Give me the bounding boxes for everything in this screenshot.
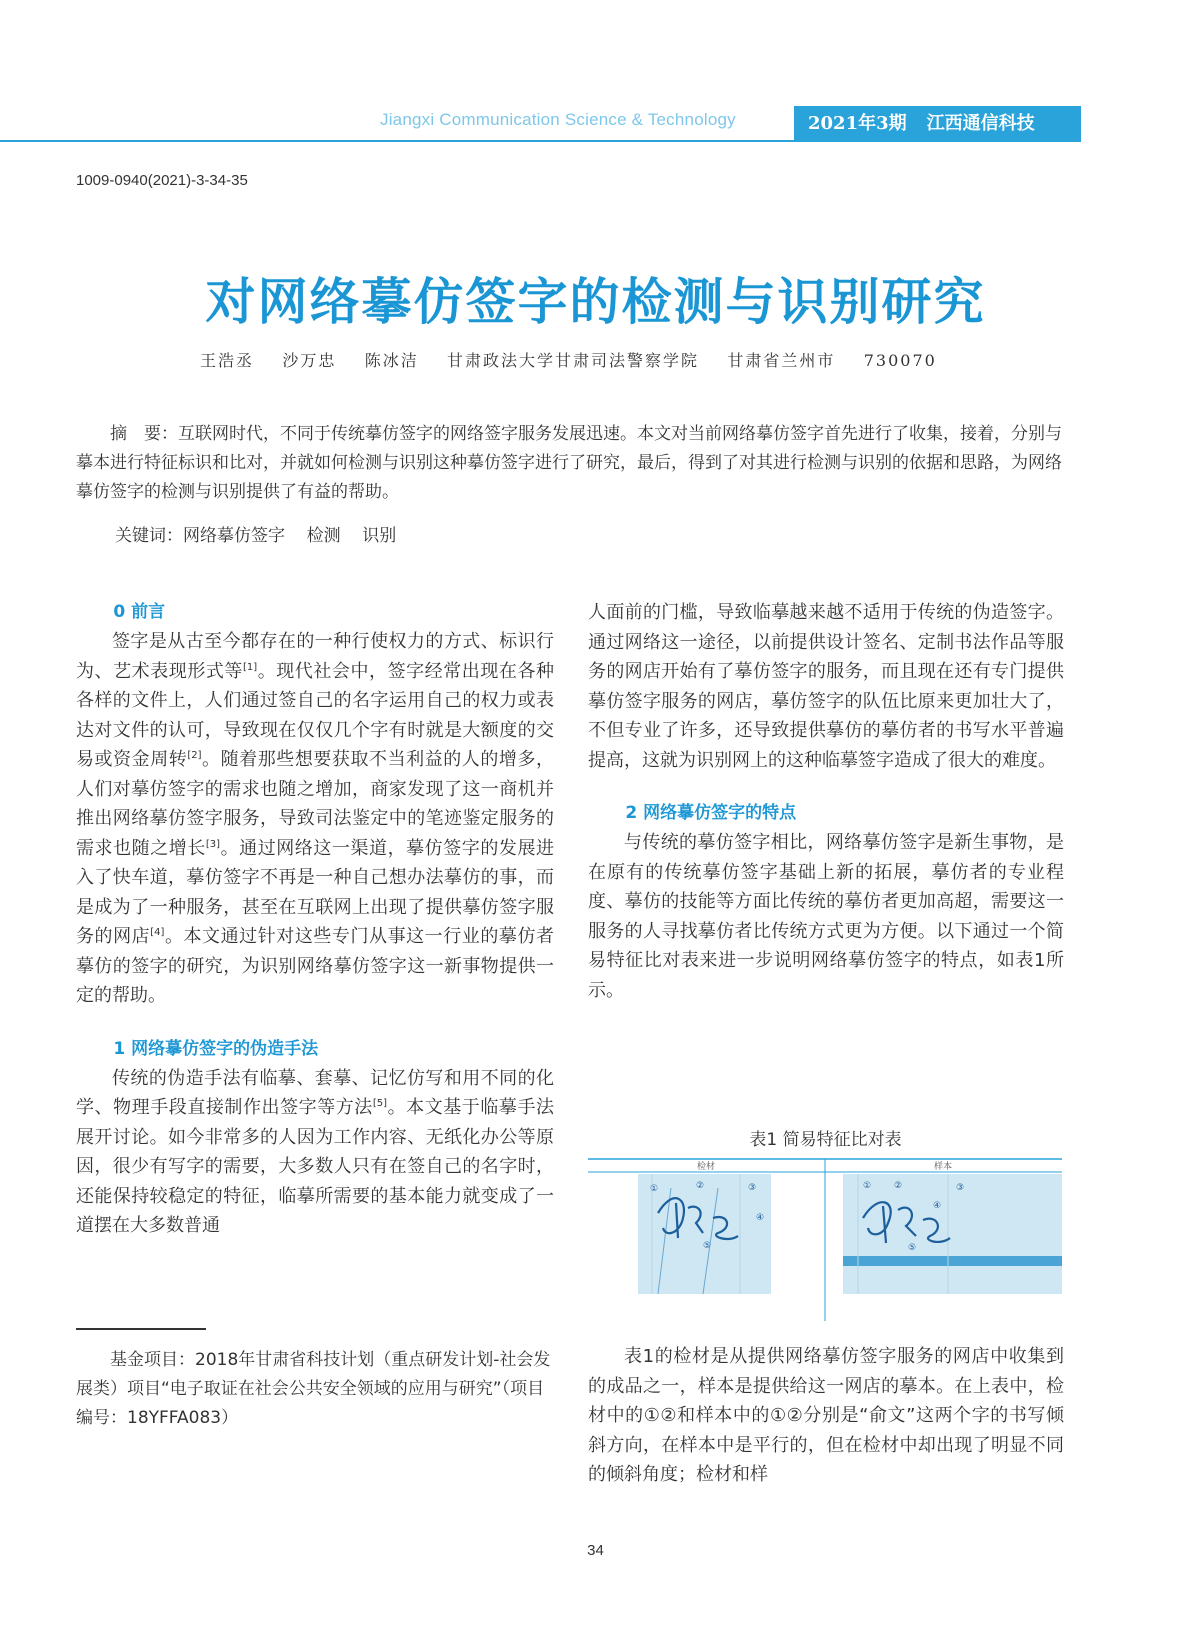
paragraph-features: 与传统的摹仿签字相比，网络摹仿签字是新生事物，是在原有的传统摹仿签字基础上新的拓展，摹仿者的专业程度、摹仿的技能等方面比传统的摹仿者更加高超，需要这一服务的人寻找摹仿者比传统方式更为方便。以下通过一个简易特征比对表来进一步说明网络摹仿签字的特点，如表1所示。	[588, 832, 1064, 1001]
author-line: 王浩丞 沙万忠 陈冰洁 甘肃政法大学甘肃司法警察学院 甘肃省兰州市 730070	[200, 351, 937, 370]
journal-header-box	[794, 106, 1081, 142]
section-heading-1: 1 网络摹仿签字的伪造手法	[113, 1038, 319, 1059]
keywords: 关键词：网络摹仿签字 检测 识别	[115, 526, 397, 546]
sample-mark-1: ①	[863, 1181, 872, 1191]
citation-1: [1]	[242, 661, 258, 673]
section-heading-2: 2 网络摹仿签字的特点	[625, 803, 797, 823]
questioned-mark-2: ②	[696, 1181, 705, 1191]
questioned-mark-5: ⑤	[703, 1241, 712, 1251]
questioned-mark-1: ①	[650, 1184, 659, 1194]
paragraph-table-explanation: 表1的检材是从提供网络摹仿签字服务的网店中收集到的成品之一，样本是提供给这一网店的摹本。在上表中，检材中的①②和样本中的①②分别是“俞文”这两个字的书写倾斜方向，在样本中是平行的，但在检材中却出现了明显不同的倾斜角度；检材和样	[588, 1346, 1064, 1485]
right-column-top	[588, 598, 1064, 1005]
journal-name-cn: 江西通信科技	[926, 113, 1035, 134]
sample-mark-2: ②	[894, 1181, 903, 1191]
funding-footnote: 基金项目：2018年甘肃省科技计划（重点研发计划-社会发展类）项目“电子取证在社会公共安全领域的应用与研究”（项目编号：18YFFA083）	[76, 1350, 551, 1428]
citation-2: [2]	[187, 750, 202, 761]
footnote-rule	[76, 1328, 206, 1330]
paragraph-forgery-methods: 传统的伪造手法有临摹、套摹、记忆仿写和用不同的化学、物理手段直接制作出签字等方法[5]。本文基于临摹手法展开讨论。如今非常多的人因为工作内容、无纸化办公等原因，很少有写字的需要，大多数人只有在签自己的名字时，还能保持较稳定的特征，临摹所需要的基本能力就变成了一道摆在大多数普通	[76, 1067, 555, 1236]
citation-3: [3]	[205, 838, 221, 850]
table-header-questioned: 检材	[696, 1162, 716, 1172]
sample-mark-5: ⑤	[908, 1243, 917, 1253]
sample-mark-3: ③	[956, 1183, 965, 1193]
abstract: 摘 要：互联网时代，不同于传统摹仿签字的网络签字服务发展迅速。本文对当前网络摹仿签字首先进行了收集，接着，分别与摹本进行特征标识和比对，并就如何检测与识别这种摹仿签字进行了研究，最后，得到了对其进行检测与识别的依据和思路，为网络摹仿签字的检测与识别提供了有益的帮助。	[76, 424, 1062, 502]
document-number: 1009-0940(2021)-3-34-35	[76, 172, 248, 189]
citation-5: [5]	[372, 1098, 388, 1109]
section-heading-0: 0 前言	[113, 602, 166, 622]
paper-title: 对网络摹仿签字的检测与识别研究	[205, 273, 986, 331]
left-column	[76, 598, 554, 1241]
questioned-mark-4: ④	[756, 1213, 765, 1223]
sample-mark-4: ④	[933, 1201, 942, 1211]
page-number: 34	[587, 1542, 604, 1559]
citation-4: [4]	[150, 927, 165, 938]
right-column-bottom	[588, 1342, 1064, 1490]
table-caption: 表1 简易特征比对表	[749, 1130, 902, 1150]
table-header-sample: 样本	[933, 1162, 953, 1172]
comparison-table-figure	[588, 1158, 1062, 1321]
journal-name-en: Jiangxi Communication Science & Technology	[380, 110, 736, 129]
questioned-mark-3: ③	[748, 1183, 757, 1193]
paragraph-continued: 人面前的门槛，导致临摹越来越不适用于传统的伪造签字。通过网络这一途径，以前提供设计签名、定制书法作品等服务的网店开始有了摹仿签字的服务，而且现在还有专门提供摹仿签字服务的网店，摹仿签字的队伍比原来更加壮大了，不但专业了许多，还导致提供摹仿的摹仿者的书写水平普遍提高，这就为识别网上的这种临摹签字造成了很大的难度。	[588, 602, 1064, 771]
paragraph-intro: 签字是从古至今都存在的一种行使权力的方式、标识行为、艺术表现形式等[1]。现代社会中，签字经常出现在各种各样的文件上，人们通过签自己的名字运用自己的权力或表达对文件的认可，导致现在仅仅几个字有时就是大额度的交易或资金周转[2]。随着那些想要获取不当利益的人的增多，人们对摹仿签字的需求也随之增加，商家发现了这一商机并推出网络摹仿签字服务，导致司法鉴定中的笔迹鉴定服务的需求也随之增长[3]。通过网络这一渠道，摹仿签字的发展进入了快车道，摹仿签字不再是一种自己想办法摹仿的事，而是成为了一种服务，甚至在互联网上出现了提供摹仿签字服务的网店[4]。本文通过针对这些专门从事这一行业的摹仿者摹仿的签字的研究，为识别网络摹仿签字这一新事物提供一定的帮助。	[76, 631, 555, 1006]
issue-label: 2021年3期	[808, 113, 907, 134]
